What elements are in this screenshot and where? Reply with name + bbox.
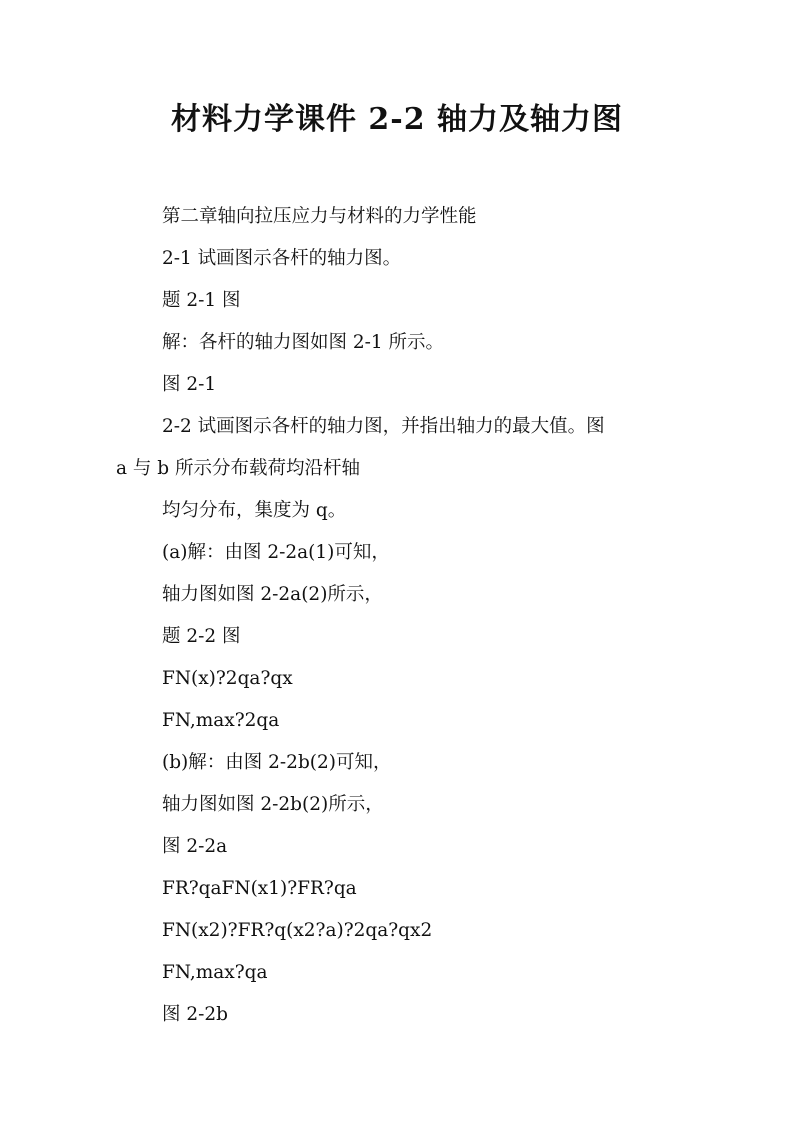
problem-2-2-statement: 2-2 试画图示各杆的轴力图，并指出轴力的最大值。图 [162, 416, 605, 437]
solution-2-1: 解：各杆的轴力图如图 2-1 所示。 [162, 332, 445, 353]
equation-fn-max-a: FN,max?2qa [162, 710, 280, 731]
solution-b-intro: (b)解：由图 2-2b(2)可知， [162, 752, 392, 773]
equation-fn-x2: FN(x2)?FR?q(x2?a)?2qa?qx2 [162, 920, 433, 941]
equation-fr-fn-x1: FR?qaFN(x1)?FR?qa [162, 878, 357, 899]
figure-caption-problem-2-1: 题 2-1 图 [162, 290, 241, 311]
figure-caption-2-1: 图 2-1 [162, 374, 217, 395]
figure-caption-2-2a: 图 2-2a [162, 836, 228, 857]
solution-b-diagram-ref: 轴力图如图 2-2b(2)所示， [162, 794, 384, 815]
equation-fn-x-a: FN(x)?2qa?qx [162, 668, 293, 689]
problem-2-2-distribution: 均匀分布，集度为 q。 [162, 500, 347, 521]
problem-2-1-statement: 2-1 试画图示各杆的轴力图。 [162, 248, 402, 269]
document-title: 材料力学课件 2-2 轴力及轴力图 [170, 102, 624, 137]
problem-2-2-statement-continued: a 与 b 所示分布载荷均沿杆轴 [116, 458, 361, 479]
equation-fn-max-b: FN,max?qa [162, 962, 268, 983]
figure-caption-2-2b: 图 2-2b [162, 1004, 229, 1025]
solution-a-diagram-ref: 轴力图如图 2-2a(2)所示， [162, 584, 383, 605]
solution-a-intro: (a)解：由图 2-2a(1)可知， [162, 542, 390, 563]
document-body [118, 196, 678, 1036]
figure-caption-problem-2-2: 题 2-2 图 [162, 626, 241, 647]
chapter-heading: 第二章轴向拉压应力与材料的力学性能 [162, 206, 477, 227]
